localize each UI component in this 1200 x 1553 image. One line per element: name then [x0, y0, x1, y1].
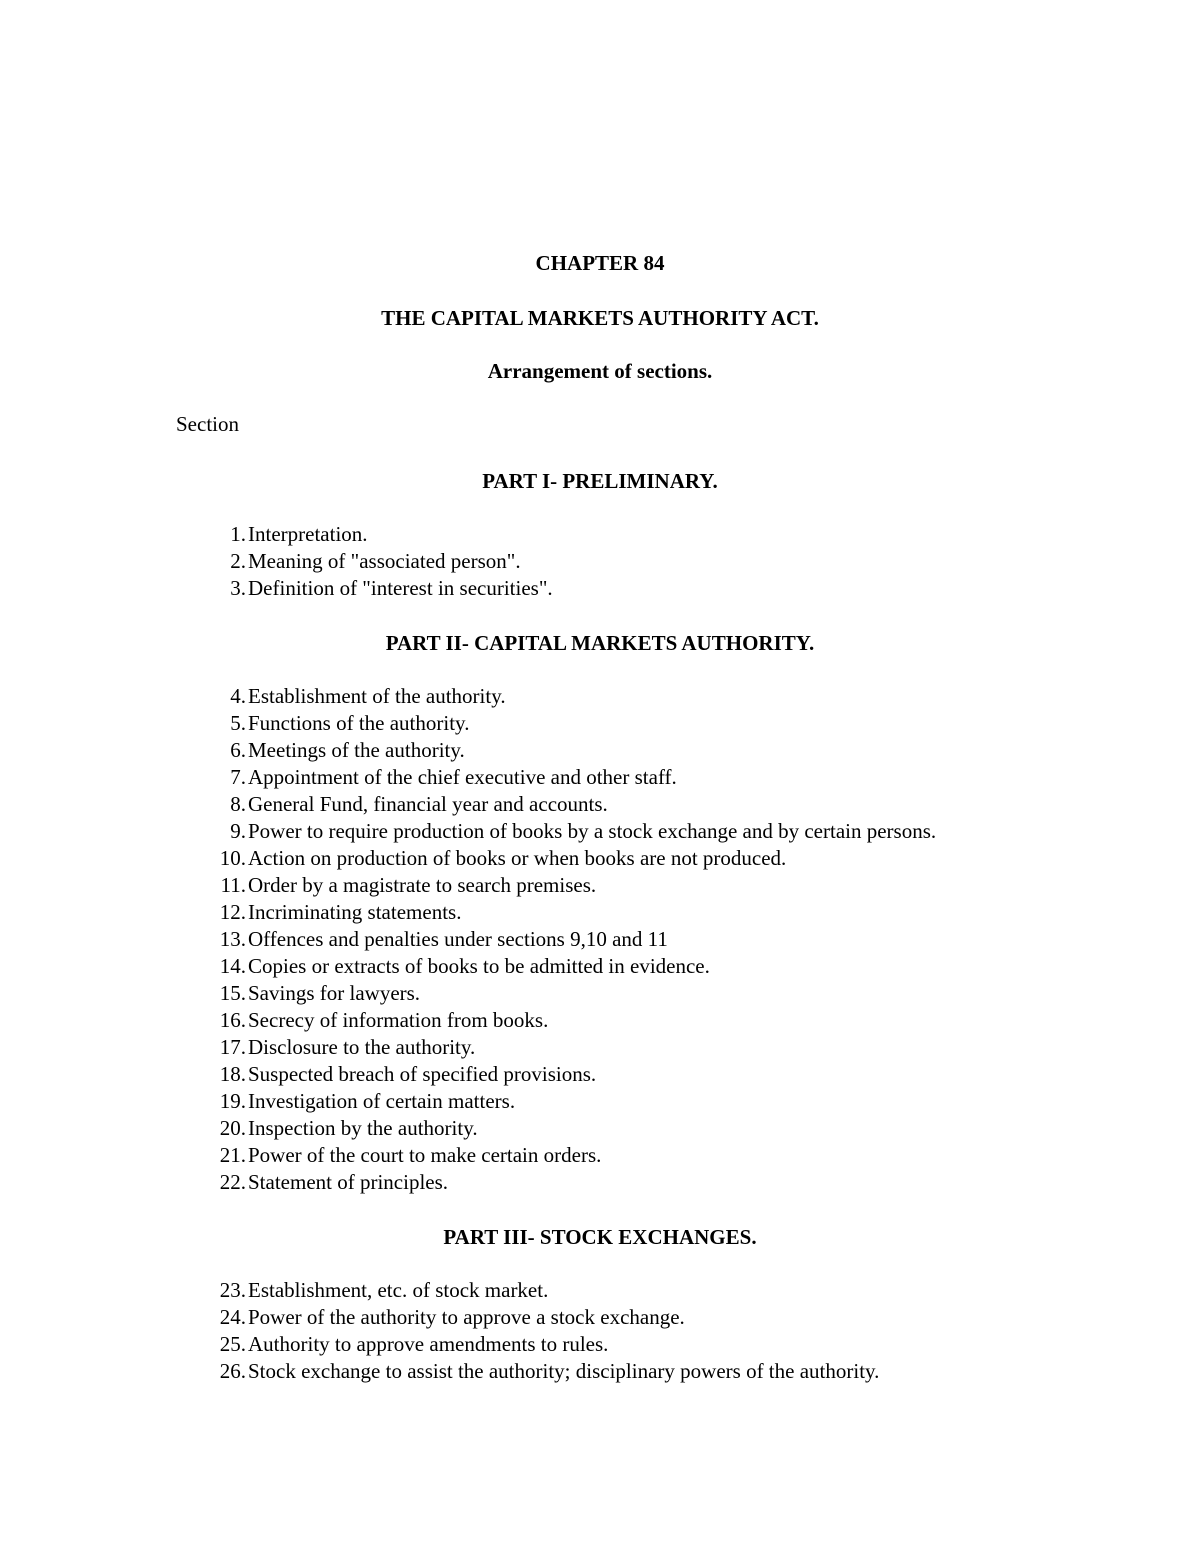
toc-item	[0, 845, 1200, 872]
toc-item	[0, 764, 1200, 791]
section-title: Action on production of books or when books are not produced.	[248, 846, 787, 870]
toc-item	[0, 1169, 1200, 1196]
section-title: Meetings of the authority.	[248, 738, 465, 762]
toc-item	[0, 1061, 1200, 1088]
section-title: Secrecy of information from books.	[248, 1008, 549, 1032]
section-title: Definition of "interest in securities".	[248, 576, 553, 600]
section-title: Stock exchange to assist the authority; disciplinary powers of the authority.	[248, 1359, 880, 1383]
section-title: Inspection by the authority.	[248, 1116, 478, 1140]
toc-item	[0, 980, 1200, 1007]
section-title: Power of the authority to approve a stock exchange.	[248, 1305, 685, 1329]
toc-item	[0, 791, 1200, 818]
part-2-section-list	[0, 683, 1200, 1196]
part-2-heading: PART II- CAPITAL MARKETS AUTHORITY.	[385, 631, 815, 655]
toc-item	[0, 872, 1200, 899]
section-title: Establishment, etc. of stock market.	[248, 1278, 549, 1302]
toc-item	[0, 1277, 1200, 1304]
part-1-heading: PART I- PRELIMINARY.	[482, 469, 718, 493]
section-title: Establishment of the authority.	[248, 684, 506, 708]
toc-item	[0, 1358, 1200, 1385]
toc-item	[0, 710, 1200, 737]
toc-item	[0, 1331, 1200, 1358]
toc-item	[0, 683, 1200, 710]
section-number: 23.	[219, 1278, 246, 1302]
toc-item	[0, 575, 1200, 602]
section-title: Copies or extracts of books to be admitted in evidence.	[248, 954, 710, 978]
section-number: 9.	[230, 819, 246, 843]
section-title: Disclosure to the authority.	[248, 1035, 476, 1059]
toc-item	[0, 1088, 1200, 1115]
section-title: Savings for lawyers.	[248, 981, 421, 1005]
section-number: 6.	[230, 738, 246, 762]
section-number: 15.	[219, 981, 246, 1005]
section-title: Appointment of the chief executive and other staff.	[248, 765, 677, 789]
section-number: 19.	[219, 1089, 246, 1113]
section-number: 14.	[219, 954, 246, 978]
toc-item	[0, 953, 1200, 980]
toc-item	[0, 1115, 1200, 1142]
section-title: Authority to approve amendments to rules.	[248, 1332, 609, 1356]
toc-item	[0, 818, 1200, 845]
section-title: Suspected breach of specified provisions.	[248, 1062, 597, 1086]
section-title: Offences and penalties under sections 9,10 and 11	[248, 927, 668, 951]
toc-item	[0, 1034, 1200, 1061]
part-3-section-list	[0, 1277, 1200, 1385]
section-number: 4.	[230, 684, 246, 708]
section-number: 1.	[230, 522, 246, 546]
part-1-section-list	[0, 521, 1200, 602]
section-title: Power of the court to make certain orders.	[248, 1143, 602, 1167]
toc-item	[0, 521, 1200, 548]
toc-item	[0, 1142, 1200, 1169]
section-number: 8.	[230, 792, 246, 816]
toc-item	[0, 926, 1200, 953]
section-number: 25.	[219, 1332, 246, 1356]
section-title: General Fund, financial year and accounts.	[248, 792, 608, 816]
section-number: 22.	[219, 1170, 246, 1194]
toc-item	[0, 1007, 1200, 1034]
section-number: 3.	[230, 576, 246, 600]
section-number: 17.	[219, 1035, 246, 1059]
section-title: Functions of the authority.	[248, 711, 470, 735]
section-title: Statement of principles.	[248, 1170, 449, 1194]
chapter-heading: CHAPTER 84	[535, 251, 665, 275]
toc-item	[0, 737, 1200, 764]
section-number: 7.	[230, 765, 246, 789]
section-number: 13.	[219, 927, 246, 951]
section-title: Investigation of certain matters.	[248, 1089, 516, 1113]
section-title: Incriminating statements.	[248, 900, 462, 924]
section-number: 16.	[219, 1008, 246, 1032]
toc-item	[0, 899, 1200, 926]
toc-item	[0, 1304, 1200, 1331]
section-title: Interpretation.	[248, 522, 368, 546]
part-3-heading: PART III- STOCK EXCHANGES.	[443, 1225, 757, 1249]
section-number: 26.	[219, 1359, 246, 1383]
section-number: 18.	[219, 1062, 246, 1086]
section-number: 5.	[230, 711, 246, 735]
section-number: 21.	[219, 1143, 246, 1167]
section-number: 10.	[219, 846, 246, 870]
section-number: 11.	[220, 873, 246, 897]
section-number: 24.	[219, 1305, 246, 1329]
section-number: 12.	[219, 900, 246, 924]
section-title: Power to require production of books by a stock exchange and by certain persons.	[248, 819, 937, 843]
toc-item	[0, 548, 1200, 575]
section-number: 20.	[219, 1116, 246, 1140]
section-number: 2.	[230, 549, 246, 573]
arrangement-subtitle: Arrangement of sections.	[487, 359, 713, 383]
section-title: Order by a magistrate to search premises.	[248, 873, 597, 897]
act-title: THE CAPITAL MARKETS AUTHORITY ACT.	[381, 306, 819, 330]
section-column-label: Section	[176, 412, 239, 436]
section-title: Meaning of "associated person".	[248, 549, 521, 573]
